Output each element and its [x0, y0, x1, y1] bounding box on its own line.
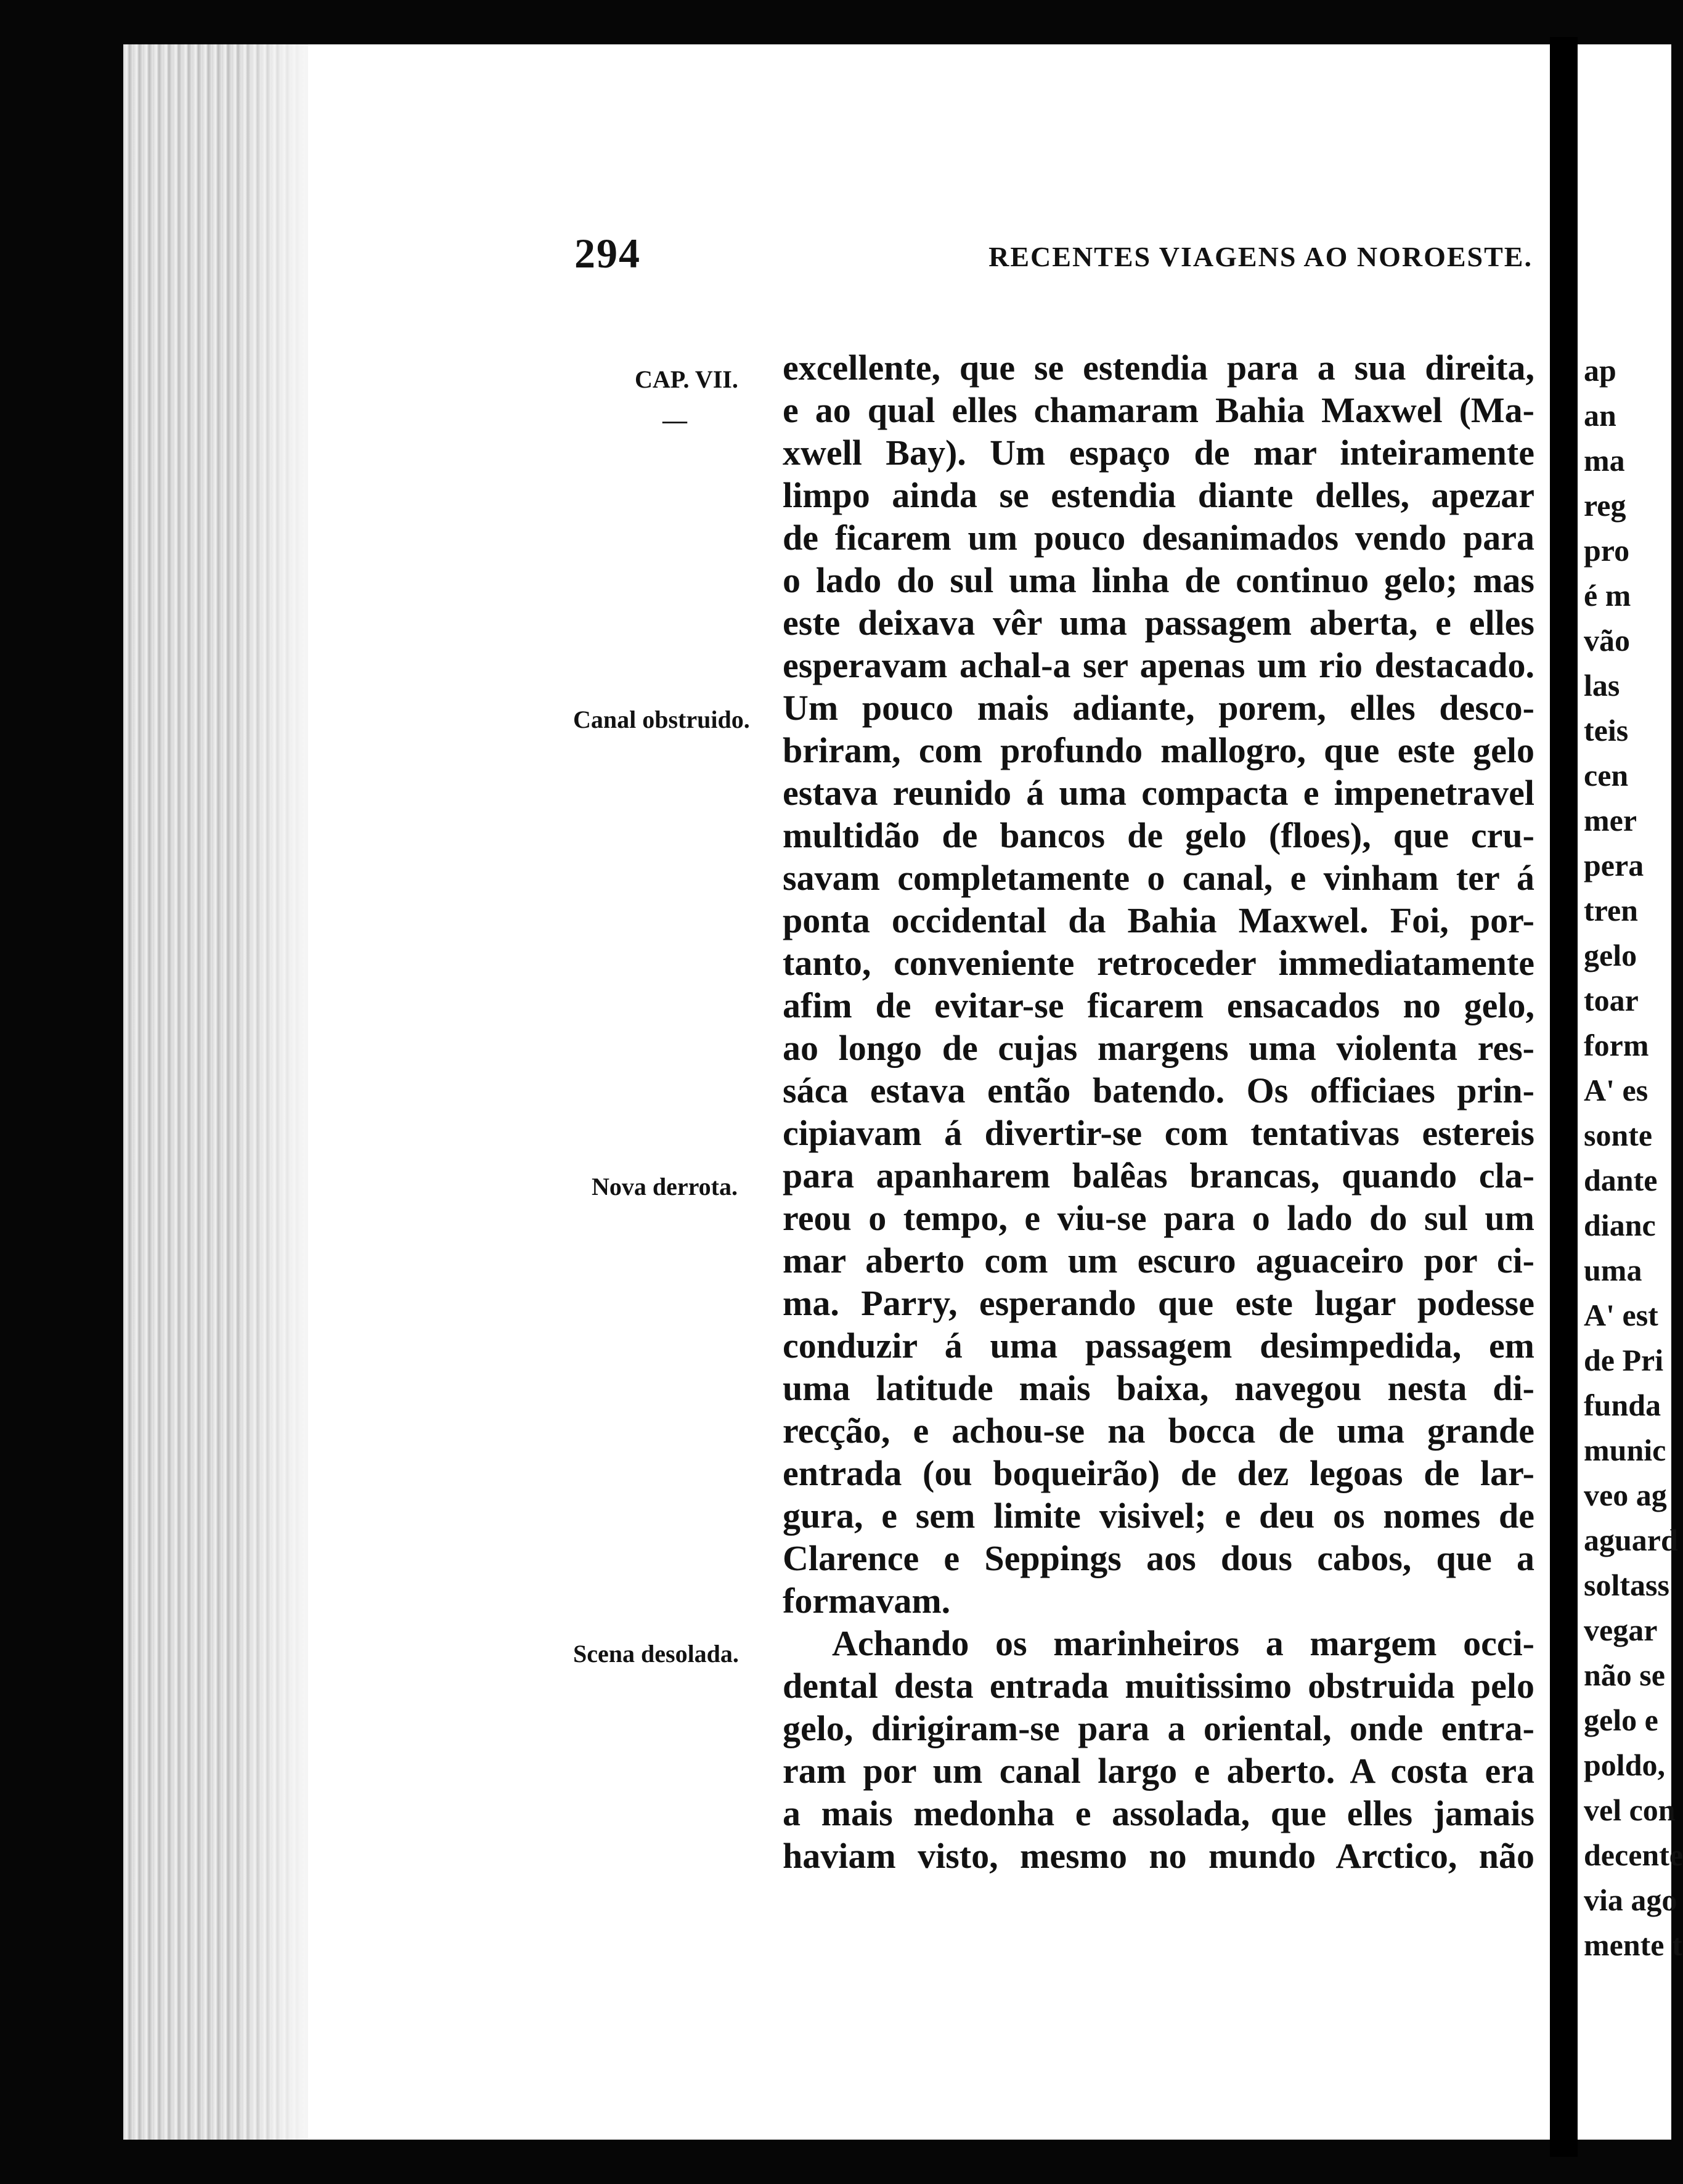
- facing-page-line: é m: [1584, 578, 1631, 613]
- page-edges: [123, 44, 308, 2140]
- margin-note-scena-desolada: Scena desolada.: [573, 1640, 739, 1668]
- text-line: para apanharem balêas brancas, quando cla-: [783, 1155, 1534, 1196]
- text-line: briram, com profundo mallogro, que este gelo: [783, 730, 1534, 770]
- chapter-note: CAP. VII.: [635, 365, 738, 393]
- chapter-dash: —: [662, 406, 687, 434]
- text-line: este deixava vêr uma passagem aberta, e elles: [783, 603, 1534, 643]
- facing-page-line: poldo,: [1584, 1748, 1666, 1782]
- facing-page-line: funda: [1584, 1388, 1661, 1422]
- text-line: afim de evitar-se ficarem ensacados no gelo,: [783, 985, 1534, 1025]
- facing-page-line: gelo: [1584, 938, 1637, 972]
- text-line: uma latitude mais baixa, navegou nesta di-: [783, 1368, 1534, 1408]
- facing-page-line: tren: [1584, 893, 1638, 927]
- facing-page-line: mente t: [1584, 1928, 1682, 1962]
- facing-page-line: veo ag: [1584, 1478, 1667, 1512]
- book-gutter: [1550, 37, 1578, 2157]
- text-line: xwell Bay). Um espaço de mar inteiramente: [783, 433, 1534, 473]
- text-line: Um pouco mais adiante, porem, elles desco-: [783, 688, 1534, 728]
- facing-page-line: mer: [1584, 803, 1637, 837]
- facing-page-line: teis: [1584, 713, 1629, 748]
- facing-page-line: decente: [1584, 1838, 1683, 1872]
- facing-page-line: soltass: [1584, 1568, 1669, 1602]
- text-line: estava reunido á uma compacta e impenetravel: [783, 773, 1534, 813]
- text-line: ram por um canal largo e aberto. A costa era: [783, 1751, 1534, 1791]
- text-line: multidão de bancos de gelo (floes), que cru-: [783, 815, 1534, 855]
- margin-note-canal-obstruido: Canal obstruido.: [573, 706, 750, 733]
- facing-page-line: ma: [1584, 443, 1625, 478]
- text-line: excellente, que se estendia para a sua direita,: [783, 348, 1534, 388]
- text-line: gelo, dirigiram-se para a oriental, onde entra-: [783, 1708, 1534, 1748]
- facing-page-line: cen: [1584, 758, 1629, 793]
- facing-page-line: dante: [1584, 1163, 1658, 1197]
- text-line: gura, e sem limite visivel; e deu os nomes de: [783, 1496, 1534, 1536]
- body-text: [783, 346, 1534, 1877]
- book-page: [308, 44, 1550, 2140]
- text-line: cipiavam á divertir-se com tentativas estereis: [783, 1113, 1534, 1153]
- facing-page-line: las: [1584, 668, 1620, 703]
- facing-page-line: vegar: [1584, 1613, 1658, 1647]
- facing-page-line: vão: [1584, 623, 1630, 658]
- facing-page-line: pro: [1584, 533, 1630, 568]
- text-line: e ao qual elles chamaram Bahia Maxwel (Ma-: [783, 390, 1534, 430]
- facing-page-line: an: [1584, 398, 1616, 433]
- facing-page-line: não se: [1584, 1658, 1665, 1692]
- facing-page-line: gelo e: [1584, 1703, 1658, 1737]
- facing-page: [1578, 44, 1683, 2140]
- running-title: RECENTES VIAGENS AO NOROESTE.: [988, 241, 1533, 272]
- text-line: recção, e achou-se na bocca de uma grande: [783, 1411, 1534, 1451]
- text-line: a mais medonha e assolada, que elles jamais: [783, 1793, 1534, 1833]
- text-line: formavam.: [783, 1581, 951, 1621]
- facing-page-line: munic: [1584, 1433, 1666, 1467]
- text-line: conduzir á uma passagem desimpedida, em: [783, 1326, 1534, 1366]
- text-line: savam completamente o canal, e vinham ter á: [783, 858, 1534, 898]
- facing-page-line: form: [1584, 1028, 1649, 1062]
- text-line: ma. Parry, esperando que este lugar podesse: [783, 1283, 1534, 1323]
- facing-page-line: dianc: [1584, 1208, 1656, 1242]
- text-line: ponta occidental da Bahia Maxwel. Foi, por-: [783, 900, 1534, 940]
- facing-page-line: vel con: [1584, 1793, 1676, 1827]
- text-line: de ficarem um pouco desanimados vendo para: [783, 518, 1534, 558]
- facing-page-line: reg: [1584, 488, 1626, 523]
- facing-page-line: sonte: [1584, 1118, 1653, 1152]
- facing-page-line: via ago: [1584, 1883, 1677, 1917]
- facing-page-line: de Pri: [1584, 1343, 1664, 1377]
- text-line: Achando os marinheiros a margem occi-: [832, 1623, 1534, 1663]
- text-line: ao longo de cujas margens uma violenta res-: [783, 1028, 1534, 1068]
- text-line: entrada (ou boqueirão) de dez legoas de lar-: [783, 1453, 1534, 1493]
- text-line: haviam visto, mesmo no mundo Arctico, não: [783, 1836, 1534, 1876]
- facing-page-line: pera: [1584, 848, 1644, 882]
- facing-page-line: toar: [1584, 983, 1639, 1017]
- text-line: limpo ainda se estendia diante delles, apezar: [783, 475, 1534, 515]
- facing-page-line: A' est: [1584, 1298, 1658, 1332]
- text-line: mar aberto com um escuro aguaceiro por ci-: [783, 1241, 1534, 1281]
- text-line: esperavam achal-a ser apenas um rio destacado.: [783, 645, 1534, 685]
- facing-page-line: ap: [1584, 353, 1616, 388]
- text-line: dental desta entrada muitissimo obstruida pelo: [783, 1666, 1534, 1706]
- text-line: tanto, conveniente retroceder immediatamente: [783, 943, 1534, 983]
- facing-page-line: uma: [1584, 1253, 1642, 1287]
- facing-page-line: aguard: [1584, 1523, 1678, 1557]
- page-number: 294: [574, 230, 641, 277]
- text-line: sáca estava então batendo. Os officiaes prin-: [783, 1070, 1534, 1110]
- text-line: reou o tempo, e viu-se para o lado do sul um: [783, 1198, 1534, 1238]
- text-line: o lado do sul uma linha de continuo gelo; mas: [783, 560, 1534, 600]
- margin-note-nova-derrota: Nova derrota.: [592, 1173, 738, 1200]
- text-line: Clarence e Seppings aos dous cabos, que a: [783, 1538, 1534, 1578]
- facing-page-line: A' es: [1584, 1073, 1648, 1107]
- running-head: [574, 229, 1533, 291]
